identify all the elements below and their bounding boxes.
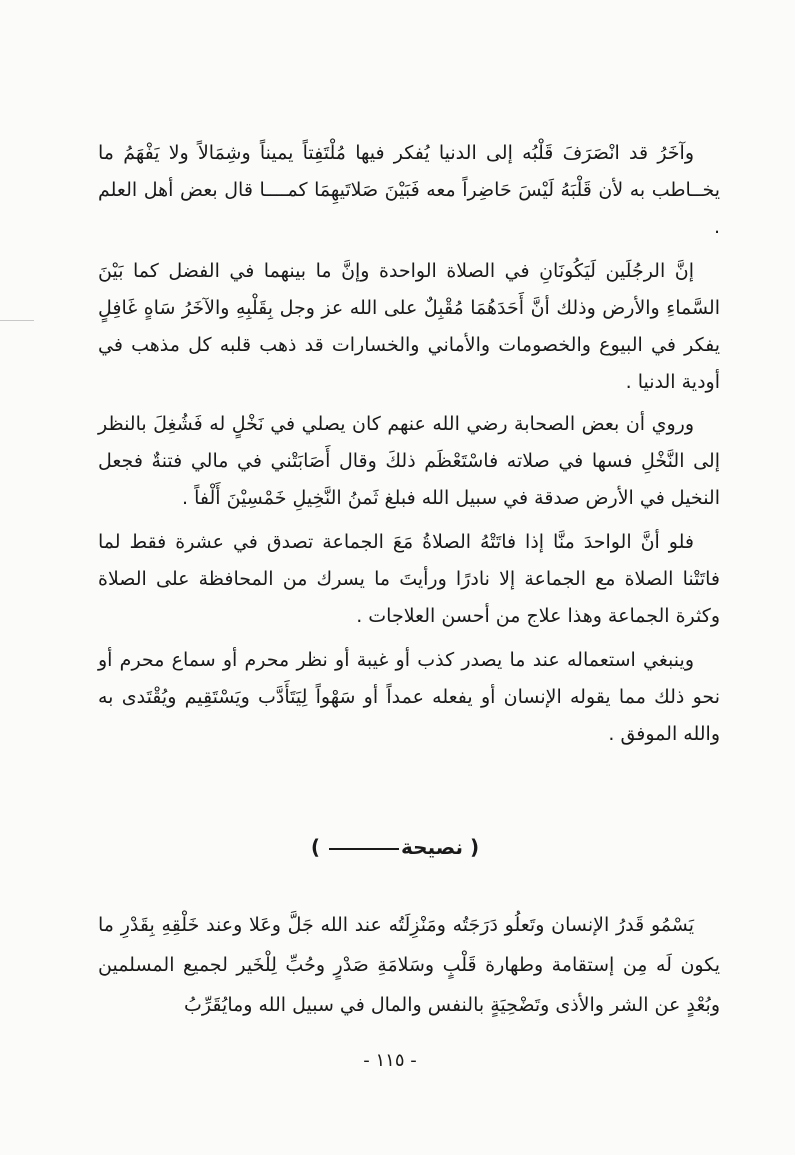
heading-close-paren: ) <box>310 835 321 859</box>
paragraph-1 <box>98 135 720 246</box>
heading-open-paren: ( <box>469 835 480 859</box>
paragraph-text: يَسْمُو قَدرُ الإنسان وتَعلُو دَرَجَتُه ومَنْزِلَتُه عند الله جَلَّ وعَلا وعند خَلْقِهِ بِقَدْرِ ما يكون لَه مِن إستقامة وطهارة قَلْبٍ وسَلامَةِ صَدْرٍ وحُبِّ لِلْخَير لجميع المسلمين وبُعْدٍ عن الشر والأذى وتَضْحِيَةٍ بالنفس والمال في سبيل الله ومايُقَرِّبُ <box>98 914 720 1016</box>
paragraph-text: إنَّ الرجُلَين لَيَكُونَانِ في الصلاة الواحدة وإنَّ ما بينهما في الفضل كما بَيْنَ السَّماءِ والأرض وذلك أنَّ أَحَدَهُمَا مُقْبِلٌ على الله عز وجل بِقَلْبِهِ والآخَرُ سَاهٍ غَافِلٍ يفكر في البيوع والخصومات والأماني والخسارات قد ذهب قلبه كل مذهب في أودية الدنيا . <box>98 260 720 393</box>
section-heading <box>300 835 490 859</box>
paragraph-text: وينبغي استعماله عند ما يصدر كذب أو غيبة أو نظر محرم أو سماع محرم أو نحو ذلك مما يقوله الإنسان أو يفعله عمداً أو سَهْواً لِيَتَأَدَّب ويَسْتَقِيم ويُقْتَدى به والله الموفق . <box>98 649 720 745</box>
heading-title: نصيحة <box>401 835 463 859</box>
paragraph-5 <box>98 642 720 753</box>
paragraph-text: فلو أنَّ الواحدَ منَّا إذا فاتَتْهُ الصلاةُ مَعَ الجماعة تصدق في عشرة فقط لما فاتَتْنا الصلاة مع الجماعة إلا نادرًا ورأيتَ ما يسرك من المحافظة على الصلاة وكثرة الجماعة وهذا علاج من أحسن العلاجات . <box>98 531 720 627</box>
paragraph-3 <box>98 406 720 517</box>
paragraph-text: وروي أن بعض الصحابة رضي الله عنهم كان يصلي في نَخْلٍ له فَشُغِلَ بالنظر إلى النَّخْلِ فسها في صلاته فاسْتَعْظَم ذلكَ وقال أَصَابَتْني في مالي فتنةٌ فجعل النخيل في الأرض صدقة في سبيل الله فبلغ ثَمنُ النَّخِيلِ خَمْسِيْنَ أَلْفاً . <box>98 413 720 509</box>
paragraph-4 <box>98 524 720 635</box>
paragraph-2 <box>98 253 720 401</box>
heading-kashida-rule <box>329 848 399 850</box>
paragraph-text: وآخَرُ قد انْصَرَفَ قَلْبُه إلى الدنيا يُفكر فيها مُلْتَفِتاً يميناً وشِمَالاً ولا يَفْهَمُ ما يخــاطب به لأن قَلْبَهُ لَيْسَ حَاضِراً معه فَبَيْنَ صَلاتَيهِمَا كمــــا قال بعض أهل العلم . <box>98 142 720 238</box>
margin-mark <box>0 320 34 321</box>
page-number: - ١١٥ - <box>363 1050 417 1071</box>
paragraph-6 <box>98 905 720 1025</box>
